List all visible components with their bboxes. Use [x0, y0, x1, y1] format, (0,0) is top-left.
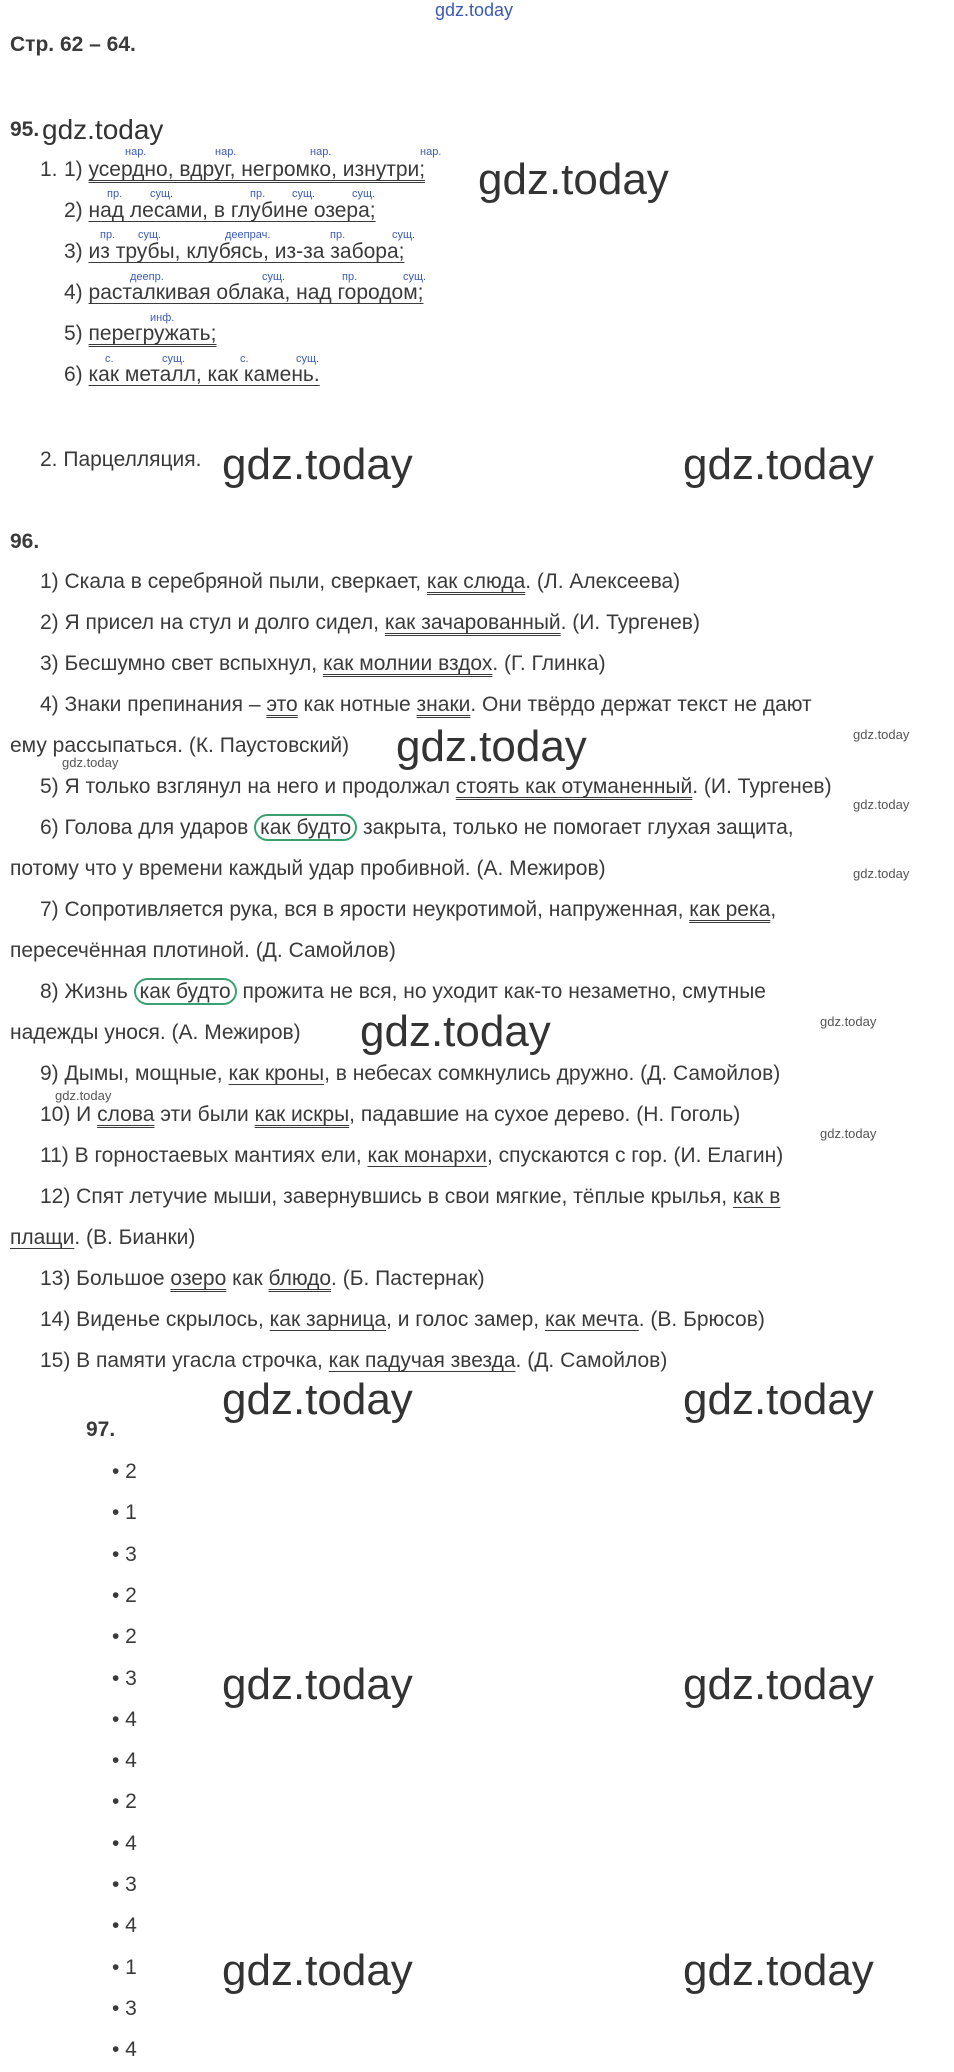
note-pr: пр.	[342, 271, 358, 283]
sentence-6-cont: потому что у времени каждый удар пробивной. (А. Межиров)	[10, 857, 606, 880]
note-nar: нар.	[125, 146, 147, 158]
note-pr: пр.	[330, 229, 346, 241]
sentence-12: 12) Спят летучие мыши, завернувшись в свои мягкие, тёплые крылья, как в	[40, 1185, 781, 1208]
exercise-97-number: 97.	[86, 1418, 116, 1441]
ex95-line-3: 3) из трубы, клубясь, из-за забора;	[64, 240, 405, 263]
answer-item: • 4	[112, 1707, 137, 1731]
watermark: gdz.today	[396, 722, 587, 771]
sentence-10: 10) И слова эти были как искры, падавшие на сухое дерево. (Н. Гоголь)	[40, 1103, 741, 1126]
page-reference: Стр. 62 – 64.	[10, 33, 136, 56]
note-sush: сущ.	[403, 271, 427, 283]
sentence-13: 13) Большое озеро как блюдо. (Б. Пастернак)	[40, 1267, 485, 1290]
watermark: gdz.today	[222, 1660, 413, 1709]
answer-item: • 1	[112, 1955, 137, 1979]
exercise-96-number: 96.	[10, 530, 40, 553]
sentence-4-cont: ему рассыпаться. (К. Паустовский)	[10, 734, 350, 757]
top-watermark: gdz.today	[435, 0, 514, 20]
ex95-line-6: 6) как металл, как камень.	[64, 363, 320, 386]
watermark: gdz.today	[222, 1946, 413, 1995]
note-pr: пр.	[100, 229, 116, 241]
note-sush: сущ.	[296, 353, 320, 365]
answer-item: • 2	[112, 1583, 137, 1607]
watermark: gdz.today	[222, 440, 413, 489]
watermark: gdz.today	[820, 1014, 877, 1029]
note-deepr: деепр.	[130, 271, 164, 283]
note-nar: нар.	[420, 146, 442, 158]
sentence-12-cont: плащи. (В. Бианки)	[10, 1226, 196, 1249]
watermark: gdz.today	[853, 797, 910, 812]
answer-item: • 4	[112, 1749, 137, 1773]
note-sush: сущ.	[162, 353, 186, 365]
circled-conjunction: как будто	[254, 814, 357, 841]
watermark: gdz.today	[62, 755, 119, 770]
answer-item: • 1	[112, 1501, 137, 1525]
answer-item: • 3	[112, 1873, 137, 1896]
ex95-item1-prefix: 1.	[40, 158, 58, 181]
ex95-line-4: 4) расталкивая облака, над городом;	[64, 281, 424, 304]
note-s: с.	[105, 353, 114, 365]
sentence-9: 9) Дымы, мощные, как кроны, в небесах сомкнулись дружно. (Д. Самойлов)	[40, 1062, 781, 1085]
answer-item: • 2	[112, 1790, 137, 1814]
watermark: gdz.today	[222, 1375, 413, 1424]
exercise-95-number: 95.	[10, 118, 40, 141]
sentence-6: 6) Голова для ударов как будто закрыта, только не помогает глухая защита,	[40, 816, 794, 839]
sentence-3: 3) Бесшумно свет вспыхнул, как молнии вздох. (Г. Глинка)	[40, 652, 606, 675]
answer-item: • 3	[112, 1996, 137, 2020]
note-pr: пр.	[250, 188, 266, 200]
watermark: gdz.today	[55, 1088, 112, 1103]
ex95-line-5: 5) перегружать;	[64, 322, 217, 345]
watermark: gdz.today	[360, 1007, 551, 1056]
answer-item: • 2	[112, 1625, 137, 1649]
ex95-line-1: 1) усердно, вдруг, негромко, изнутри;	[64, 158, 426, 181]
note-pr: пр.	[107, 188, 123, 200]
note-sush: сущ.	[352, 188, 376, 200]
watermark: gdz.today	[853, 727, 910, 742]
ex95-line-2: 2) над лесами, в глубине озера;	[64, 199, 376, 222]
note-sush: сущ.	[392, 229, 416, 241]
watermark: gdz.today	[683, 440, 874, 489]
answer-item: • 4	[112, 2038, 137, 2062]
sentence-7: 7) Сопротивляется рука, вся в ярости неукротимой, напруженная, как река,	[40, 898, 777, 921]
sentence-8-cont: надежды унося. (А. Межиров)	[10, 1021, 301, 1044]
watermark: gdz.today	[683, 1375, 874, 1424]
watermark: gdz.today	[853, 866, 910, 881]
sentence-2: 2) Я присел на стул и долго сидел, как зачарованный. (И. Тургенев)	[40, 611, 700, 634]
watermark: gdz.today	[820, 1126, 877, 1141]
watermark: gdz.today	[478, 155, 669, 204]
answer-item: • 4	[112, 1914, 137, 1938]
watermark: gdz.today	[42, 114, 164, 145]
ex95-item2: 2. Парцелляция.	[40, 448, 202, 471]
sentence-5: 5) Я только взглянул на него и продолжал стоять как отуманенный. (И. Тургенев)	[40, 775, 832, 798]
sentence-1: 1) Скала в серебряной пыли, сверкает, как слюда. (Л. Алексеева)	[40, 570, 681, 593]
answer-item: • 3	[112, 1542, 137, 1566]
watermark: gdz.today	[683, 1946, 874, 1995]
note-nar: нар.	[215, 146, 237, 158]
note-sush: сущ.	[138, 229, 162, 241]
note-sush: сущ.	[262, 271, 286, 283]
sentence-4: 4) Знаки препинания – это как нотные знаки. Они твёрдо держат текст не дают	[40, 693, 812, 716]
answer-item: • 4	[112, 1831, 137, 1855]
note-sush: сущ.	[292, 188, 316, 200]
note-deeprich: деепрач.	[225, 229, 271, 241]
sentence-7-cont: пересечённая плотиной. (Д. Самойлов)	[10, 939, 396, 962]
note-nar: нар.	[310, 146, 332, 158]
note-inf: инф.	[150, 312, 175, 324]
sentence-15: 15) В памяти угасла строчка, как падучая звезда. (Д. Самойлов)	[40, 1349, 668, 1372]
watermark: gdz.today	[683, 1660, 874, 1709]
answer-item: • 2	[112, 1460, 137, 1483]
note-sush: сущ.	[150, 188, 174, 200]
answer-item: • 3	[112, 1666, 137, 1690]
sentence-11: 11) В горностаевых мантиях ели, как монархи, спускаются с гор. (И. Елагин)	[40, 1144, 784, 1167]
note-s: с.	[240, 353, 249, 365]
sentence-14: 14) Виденье скрылось, как зарница, и голос замер, как мечта. (В. Брюсов)	[40, 1308, 765, 1331]
ex95-line-1-text: усердно, вдруг, негромко, изнутри;	[88, 158, 426, 181]
sentence-8: 8) Жизнь как будто прожита не вся, но уходит как-то незаметно, смутные	[40, 980, 766, 1003]
circled-conjunction: как будто	[134, 978, 237, 1005]
